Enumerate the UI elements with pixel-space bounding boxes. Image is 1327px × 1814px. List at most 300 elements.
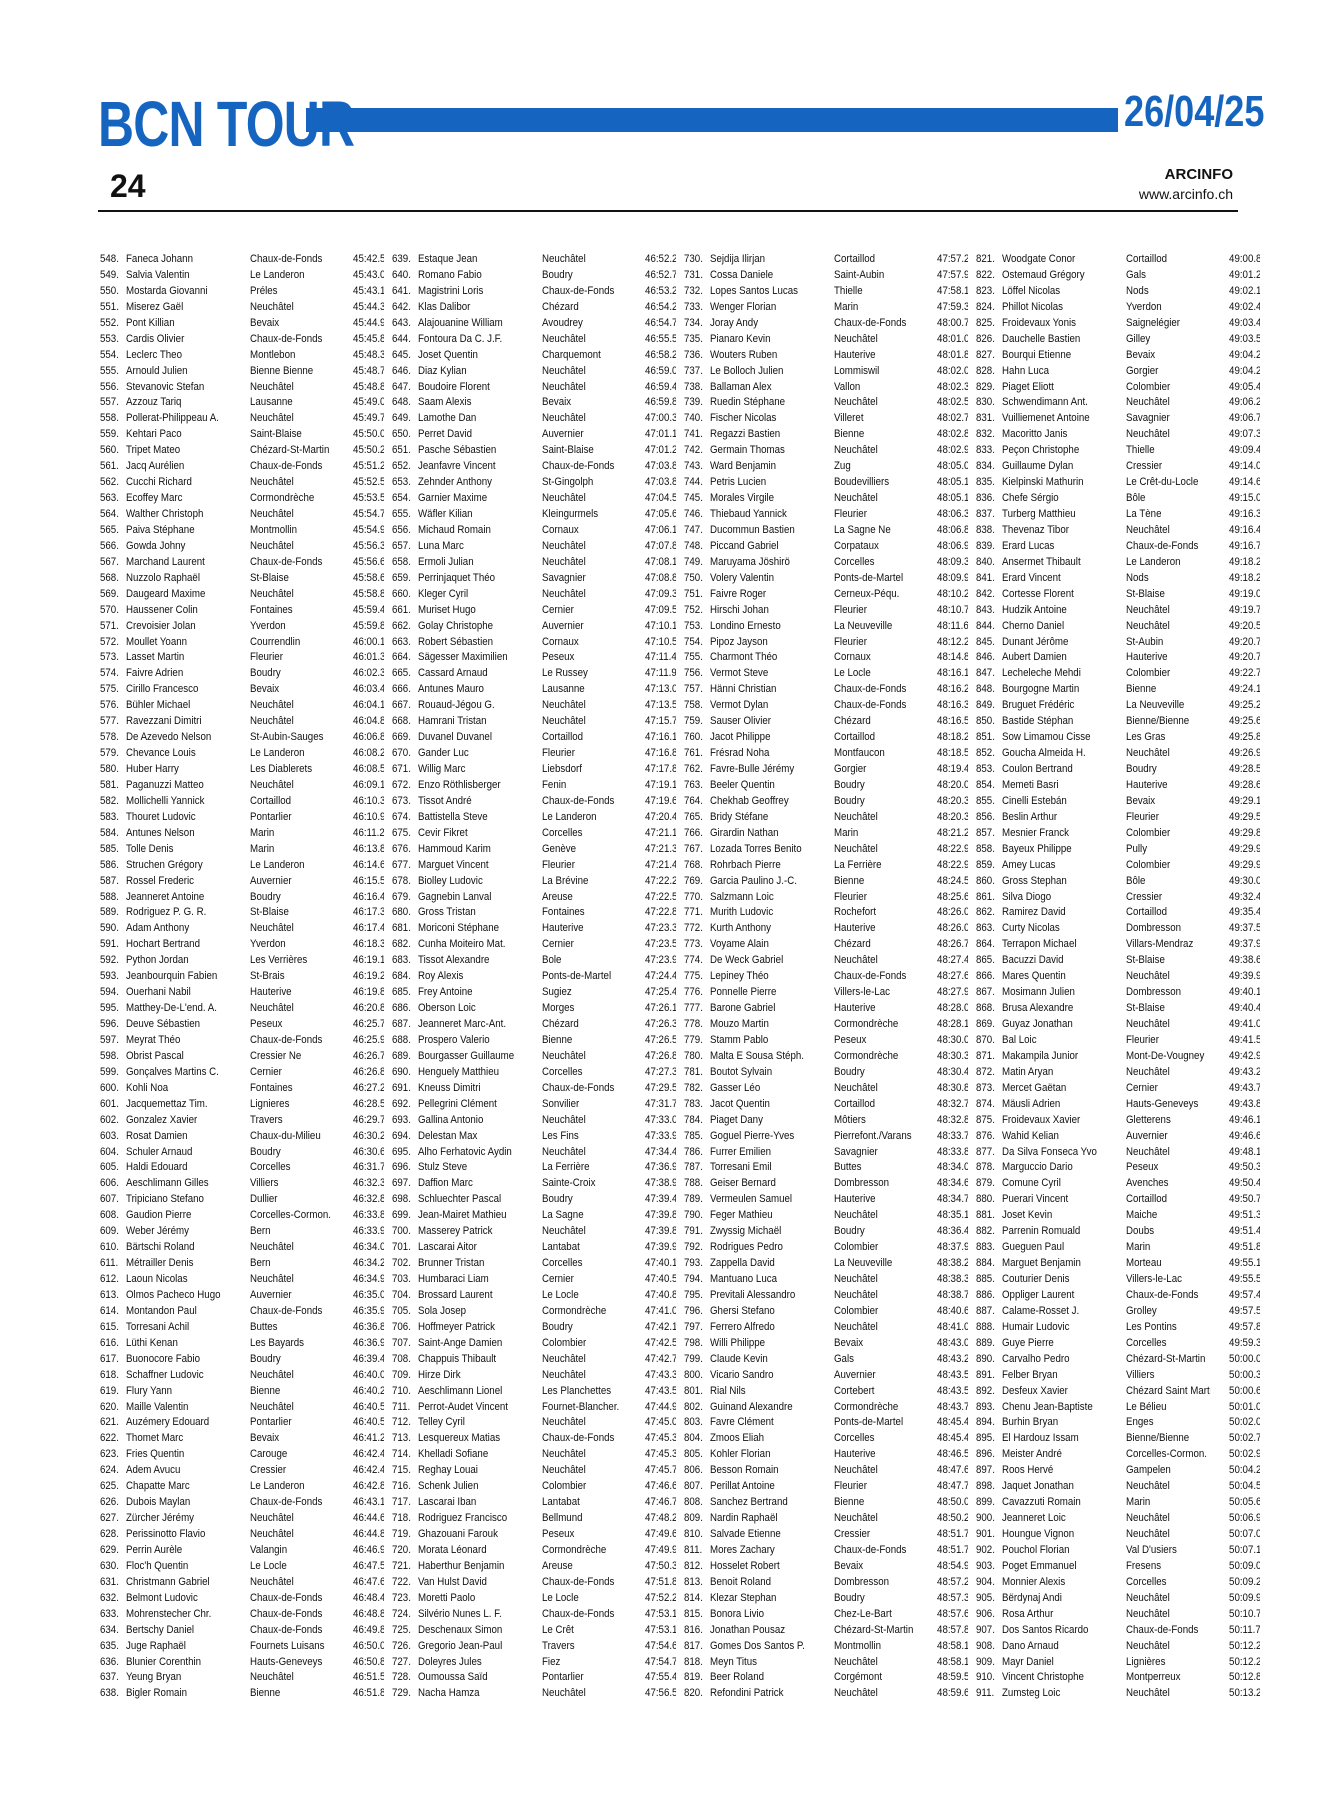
result-row xyxy=(684,1368,968,1384)
result-time xyxy=(640,1256,676,1272)
result-time-text: 47:48.2 xyxy=(645,1511,676,1527)
result-name xyxy=(1002,619,1126,635)
result-rank xyxy=(684,300,710,316)
result-rank xyxy=(100,268,126,284)
result-place-text: Chaux-de-Fonds xyxy=(1126,1623,1210,1639)
result-time-text: 48:37.9 xyxy=(937,1240,968,1256)
result-rank-text: 766. xyxy=(684,826,706,842)
result-place-text: Peseux xyxy=(1126,1160,1210,1176)
result-name xyxy=(418,650,542,666)
result-name xyxy=(710,1670,834,1686)
result-name xyxy=(126,1527,250,1543)
result-name-text: Prospero Valerio xyxy=(418,1033,525,1049)
result-time xyxy=(932,937,968,953)
result-rank-text: 718. xyxy=(392,1511,414,1527)
result-time-text: 48:09.9 xyxy=(937,571,968,587)
result-time-text: 47:26.1 xyxy=(645,1001,676,1017)
result-time xyxy=(932,523,968,539)
result-name xyxy=(710,491,834,507)
result-rank-text: 873. xyxy=(976,1081,998,1097)
result-time xyxy=(640,1304,676,1320)
result-name xyxy=(710,1495,834,1511)
result-row xyxy=(392,794,676,810)
result-place xyxy=(542,364,640,380)
result-time-text: 49:41.5 xyxy=(1229,1033,1260,1049)
result-row xyxy=(976,1368,1260,1384)
result-rank-text: 882. xyxy=(976,1224,998,1240)
result-row xyxy=(684,890,968,906)
result-rank-text: 575. xyxy=(100,682,122,698)
result-time-text: 47:20.4 xyxy=(645,810,676,826)
result-place xyxy=(834,300,932,316)
result-name xyxy=(418,1352,542,1368)
result-place xyxy=(542,1352,640,1368)
result-time-text: 50:00.0 xyxy=(1229,1352,1260,1368)
result-name xyxy=(126,1495,250,1511)
result-place xyxy=(542,1495,640,1511)
result-time-text: 47:57.2 xyxy=(937,252,968,268)
result-rank xyxy=(684,762,710,778)
result-rank-text: 906. xyxy=(976,1607,998,1623)
result-place xyxy=(1126,1686,1224,1702)
result-time-text: 48:16.3 xyxy=(937,698,968,714)
result-rank-text: 810. xyxy=(684,1527,706,1543)
result-name xyxy=(1002,1176,1126,1192)
result-place xyxy=(542,539,640,555)
result-place-text: Hauterive xyxy=(1126,650,1210,666)
result-rank-text: 722. xyxy=(392,1575,414,1591)
result-time-text: 50:12.2 xyxy=(1229,1639,1260,1655)
result-time-text: 49:20.7 xyxy=(1229,650,1260,666)
result-name xyxy=(418,1368,542,1384)
result-name xyxy=(126,300,250,316)
result-row xyxy=(976,730,1260,746)
result-rank-text: 847. xyxy=(976,666,998,682)
result-place-text: Neuchâtel xyxy=(1126,1527,1210,1543)
result-time xyxy=(1224,921,1260,937)
result-rank xyxy=(976,842,1002,858)
result-place-text: Fleurier xyxy=(1126,1033,1210,1049)
result-name xyxy=(126,1097,250,1113)
result-row xyxy=(684,427,968,443)
result-name-text: Ruedin Stéphane xyxy=(710,395,817,411)
result-row xyxy=(100,571,384,587)
result-rank-text: 618. xyxy=(100,1368,122,1384)
result-name-text: Ward Benjamin xyxy=(710,459,817,475)
result-place-text: Neuchâtel xyxy=(542,714,626,730)
result-time-text: 47:56.5 xyxy=(645,1686,676,1702)
result-name xyxy=(1002,858,1126,874)
result-time-text: 46:36.8 xyxy=(353,1320,384,1336)
result-name xyxy=(418,1272,542,1288)
result-name xyxy=(710,730,834,746)
result-name-text: Cortesse Florent xyxy=(1002,587,1109,603)
result-row xyxy=(100,1272,384,1288)
result-time xyxy=(640,507,676,523)
result-place xyxy=(1126,284,1224,300)
result-name xyxy=(1002,1463,1126,1479)
result-rank-text: 724. xyxy=(392,1607,414,1623)
result-place-text: Neuchâtel xyxy=(834,1463,918,1479)
result-time-text: 46:25.7 xyxy=(353,1017,384,1033)
result-name-text: Enzo Röthlisberger xyxy=(418,778,525,794)
result-place-text: Le Crêt xyxy=(542,1623,626,1639)
result-name-text: Mantuano Luca xyxy=(710,1272,817,1288)
result-time-text: 48:33.7 xyxy=(937,1129,968,1145)
result-name xyxy=(126,1431,250,1447)
result-time xyxy=(348,826,384,842)
result-time-text: 47:03.8 xyxy=(645,475,676,491)
publisher-url[interactable]: www.arcinfo.ch xyxy=(1139,186,1233,202)
result-name-text: Cinelli Estebán xyxy=(1002,794,1109,810)
result-rank xyxy=(100,905,126,921)
result-rank xyxy=(976,1081,1002,1097)
result-row xyxy=(976,491,1260,507)
result-rank-text: 801. xyxy=(684,1384,706,1400)
result-time xyxy=(348,1495,384,1511)
result-time-text: 48:33.8 xyxy=(937,1145,968,1161)
result-place xyxy=(1126,1463,1224,1479)
result-place xyxy=(1126,252,1224,268)
result-time xyxy=(640,937,676,953)
result-rank-text: 597. xyxy=(100,1033,122,1049)
result-time xyxy=(348,730,384,746)
result-place xyxy=(250,1686,348,1702)
result-name-text: Bastide Stéphan xyxy=(1002,714,1109,730)
result-rank-text: 713. xyxy=(392,1431,414,1447)
result-name xyxy=(126,890,250,906)
result-rank xyxy=(100,395,126,411)
result-place xyxy=(542,778,640,794)
result-time-text: 48:10.2 xyxy=(937,587,968,603)
result-time-text: 46:02.3 xyxy=(353,666,384,682)
result-time xyxy=(640,1527,676,1543)
result-rank-text: 638. xyxy=(100,1686,122,1702)
result-name xyxy=(710,1081,834,1097)
result-name-text: Thiebaud Yannick xyxy=(710,507,817,523)
result-rank xyxy=(392,475,418,491)
result-name xyxy=(710,1160,834,1176)
result-time xyxy=(1224,316,1260,332)
result-row xyxy=(976,1160,1260,1176)
result-rank-text: 646. xyxy=(392,364,414,380)
result-time-text: 49:55.5 xyxy=(1229,1272,1260,1288)
result-time xyxy=(1224,714,1260,730)
result-name xyxy=(418,1288,542,1304)
result-place-text: Lausanne xyxy=(542,682,626,698)
result-name xyxy=(418,666,542,682)
result-name xyxy=(126,1320,250,1336)
result-rank xyxy=(976,1240,1002,1256)
result-name xyxy=(418,523,542,539)
result-place xyxy=(834,842,932,858)
result-rank xyxy=(976,666,1002,682)
result-row xyxy=(100,905,384,921)
result-rank xyxy=(100,252,126,268)
result-rank xyxy=(976,1001,1002,1017)
result-place-text: Marin xyxy=(1126,1240,1210,1256)
result-row xyxy=(100,491,384,507)
result-rank-text: 554. xyxy=(100,348,122,364)
result-place-text: Neuchâtel xyxy=(834,1511,918,1527)
result-name xyxy=(710,1559,834,1575)
result-place xyxy=(250,1049,348,1065)
result-name xyxy=(710,746,834,762)
result-name xyxy=(126,937,250,953)
result-name xyxy=(418,1575,542,1591)
result-name-text: Diaz Kylian xyxy=(418,364,525,380)
result-rank xyxy=(100,714,126,730)
result-place xyxy=(250,603,348,619)
result-place-text: Le Landeron xyxy=(250,268,334,284)
result-place-text: Buttes xyxy=(250,1320,334,1336)
result-rank xyxy=(392,587,418,603)
result-time-text: 49:20.7 xyxy=(1229,635,1260,651)
result-name xyxy=(1002,1384,1126,1400)
result-time xyxy=(348,1415,384,1431)
result-row xyxy=(392,1495,676,1511)
result-time xyxy=(348,491,384,507)
result-rank xyxy=(392,1224,418,1240)
result-name xyxy=(418,1065,542,1081)
result-place-text: St-Blaise xyxy=(250,571,334,587)
result-place-text: Neuchâtel xyxy=(250,921,334,937)
result-time-text: 48:20.3 xyxy=(937,794,968,810)
result-place xyxy=(834,1288,932,1304)
result-place-text: Travers xyxy=(250,1113,334,1129)
result-rank-text: 894. xyxy=(976,1415,998,1431)
result-name xyxy=(418,874,542,890)
result-row xyxy=(392,1065,676,1081)
result-row xyxy=(976,1017,1260,1033)
result-rank-text: 691. xyxy=(392,1081,414,1097)
result-name xyxy=(710,555,834,571)
result-time xyxy=(1224,1304,1260,1320)
result-name xyxy=(710,1017,834,1033)
result-name-text: Chevance Louis xyxy=(126,746,233,762)
result-row xyxy=(100,682,384,698)
result-time xyxy=(640,969,676,985)
result-time xyxy=(640,411,676,427)
result-name xyxy=(126,650,250,666)
result-time-text: 46:14.6 xyxy=(353,858,384,874)
result-place-text: La Neuveville xyxy=(1126,698,1210,714)
result-rank-text: 771. xyxy=(684,905,706,921)
result-time xyxy=(348,985,384,1001)
result-time-text: 46:59.8 xyxy=(645,395,676,411)
result-rank xyxy=(100,316,126,332)
result-rank xyxy=(392,443,418,459)
result-time-text: 47:39.8 xyxy=(645,1224,676,1240)
result-place-text: Saignelégier xyxy=(1126,316,1210,332)
result-place-text: Fleurier xyxy=(834,507,918,523)
result-rank-text: 817. xyxy=(684,1639,706,1655)
result-place xyxy=(834,1511,932,1527)
result-time-text: 46:29.7 xyxy=(353,1113,384,1129)
result-rank xyxy=(976,1352,1002,1368)
result-name xyxy=(710,507,834,523)
result-name-text: Piccand Gabriel xyxy=(710,539,817,555)
result-time xyxy=(640,1511,676,1527)
result-rank-text: 738. xyxy=(684,380,706,396)
result-rank-text: 737. xyxy=(684,364,706,380)
result-rank-text: 670. xyxy=(392,746,414,762)
result-place-text: St-Blaise xyxy=(1126,953,1210,969)
result-rank-text: 796. xyxy=(684,1304,706,1320)
result-name xyxy=(418,1224,542,1240)
result-place-text: Chaux-de-Fonds xyxy=(834,1543,918,1559)
result-time xyxy=(348,1081,384,1097)
result-time-text: 48:57.3 xyxy=(937,1591,968,1607)
result-rank-text: 558. xyxy=(100,411,122,427)
result-time xyxy=(932,1352,968,1368)
result-rank xyxy=(100,491,126,507)
result-place-text: Marin xyxy=(1126,1495,1210,1511)
result-rank xyxy=(976,1686,1002,1702)
result-name-text: Chappuis Thibault xyxy=(418,1352,525,1368)
result-row xyxy=(100,794,384,810)
result-place xyxy=(1126,1591,1224,1607)
result-name-text: Zmoos Eliah xyxy=(710,1431,817,1447)
result-name xyxy=(710,937,834,953)
result-place xyxy=(542,1559,640,1575)
result-time-text: 48:24.5 xyxy=(937,874,968,890)
result-place-text: Chaux-de-Fonds xyxy=(834,316,918,332)
result-place-text: Neuchâtel xyxy=(542,1463,626,1479)
result-name-text: Bourqui Etienne xyxy=(1002,348,1109,364)
result-place xyxy=(250,874,348,890)
result-place-text: Neuchâtel xyxy=(1126,1065,1210,1081)
result-place-text: Fleurier xyxy=(1126,810,1210,826)
result-name-text: Lopes Santos Lucas xyxy=(710,284,817,300)
result-rank-text: 747. xyxy=(684,523,706,539)
result-name xyxy=(1002,364,1126,380)
result-time-text: 47:58.1 xyxy=(937,284,968,300)
result-row xyxy=(100,874,384,890)
result-name xyxy=(126,1479,250,1495)
result-place xyxy=(1126,1081,1224,1097)
result-time xyxy=(348,1145,384,1161)
result-rank-text: 782. xyxy=(684,1081,706,1097)
result-name-text: Favre-Bulle Jérémy xyxy=(710,762,817,778)
result-rank-text: 564. xyxy=(100,507,122,523)
result-rank-text: 883. xyxy=(976,1240,998,1256)
result-time xyxy=(1224,778,1260,794)
result-rank-text: 615. xyxy=(100,1320,122,1336)
result-name xyxy=(710,842,834,858)
result-rank xyxy=(684,874,710,890)
result-rank-text: 612. xyxy=(100,1272,122,1288)
result-time xyxy=(640,1591,676,1607)
result-name-text: Pasche Sébastien xyxy=(418,443,525,459)
result-rank xyxy=(100,985,126,1001)
result-time-text: 47:59.3 xyxy=(937,300,968,316)
result-time xyxy=(932,1543,968,1559)
result-place xyxy=(250,1129,348,1145)
result-rank-text: 765. xyxy=(684,810,706,826)
result-place-text: Fournets Luisans xyxy=(250,1639,334,1655)
result-time xyxy=(640,746,676,762)
result-time xyxy=(932,1670,968,1686)
result-place xyxy=(1126,1639,1224,1655)
result-time-text: 48:54.9 xyxy=(937,1559,968,1575)
result-time-text: 49:01.2 xyxy=(1229,268,1260,284)
result-row xyxy=(392,1224,676,1240)
result-name xyxy=(1002,666,1126,682)
result-time-text: 46:54.2 xyxy=(645,300,676,316)
result-time-text: 48:38.7 xyxy=(937,1288,968,1304)
result-name-text: Monnier Alexis xyxy=(1002,1575,1109,1591)
result-name xyxy=(1002,953,1126,969)
result-rank xyxy=(976,1384,1002,1400)
result-rank-text: 803. xyxy=(684,1415,706,1431)
result-time-text: 50:09.9 xyxy=(1229,1591,1260,1607)
result-name xyxy=(418,1097,542,1113)
result-name-text: Tripiciano Stefano xyxy=(126,1192,233,1208)
result-name xyxy=(418,1527,542,1543)
result-name xyxy=(418,985,542,1001)
result-row xyxy=(100,1352,384,1368)
result-place xyxy=(250,1256,348,1272)
result-time xyxy=(640,1575,676,1591)
result-place xyxy=(542,300,640,316)
result-time-text: 47:33.9 xyxy=(645,1129,676,1145)
result-name-text: Morales Virgile xyxy=(710,491,817,507)
result-place-text: Neuchâtel xyxy=(834,395,918,411)
result-rank-text: 680. xyxy=(392,905,414,921)
result-name xyxy=(418,300,542,316)
result-name xyxy=(418,603,542,619)
result-rank-text: 779. xyxy=(684,1033,706,1049)
result-place-text: Yverdon xyxy=(250,937,334,953)
result-name-text: Mohrenstecher Chr. xyxy=(126,1607,233,1623)
result-name-text: Turberg Matthieu xyxy=(1002,507,1109,523)
result-place-text: Neuchâtel xyxy=(250,300,334,316)
result-rank xyxy=(392,603,418,619)
result-rank xyxy=(976,635,1002,651)
result-name xyxy=(1002,411,1126,427)
result-row xyxy=(684,1129,968,1145)
result-time-text: 47:52.2 xyxy=(645,1591,676,1607)
result-rank xyxy=(976,1623,1002,1639)
result-rank-text: 683. xyxy=(392,953,414,969)
result-time xyxy=(932,1272,968,1288)
result-time xyxy=(640,1272,676,1288)
result-time-text: 50:12.2 xyxy=(1229,1655,1260,1671)
result-time xyxy=(932,348,968,364)
result-time xyxy=(1224,268,1260,284)
result-name-text: Boutot Sylvain xyxy=(710,1065,817,1081)
result-name xyxy=(1002,491,1126,507)
result-time-text: 48:02.5 xyxy=(937,395,968,411)
result-name-text: Van Hulst David xyxy=(418,1575,525,1591)
result-place-text: Fleurier xyxy=(834,1479,918,1495)
result-name-text: Pouchol Florian xyxy=(1002,1543,1109,1559)
result-row xyxy=(976,300,1260,316)
result-name-text: Fontoura Da C. J.F. xyxy=(418,332,525,348)
result-time xyxy=(932,1527,968,1543)
result-place xyxy=(834,427,932,443)
result-place-text: Chaux-de-Fonds xyxy=(250,1591,334,1607)
result-name xyxy=(1002,1447,1126,1463)
result-time xyxy=(348,427,384,443)
result-place-text: Hauterive xyxy=(834,1001,918,1017)
result-time-text: 46:04.1 xyxy=(353,698,384,714)
result-time-text: 49:40.1 xyxy=(1229,985,1260,1001)
result-place-text: Courrendlin xyxy=(250,635,334,651)
result-place xyxy=(250,953,348,969)
result-time xyxy=(932,969,968,985)
